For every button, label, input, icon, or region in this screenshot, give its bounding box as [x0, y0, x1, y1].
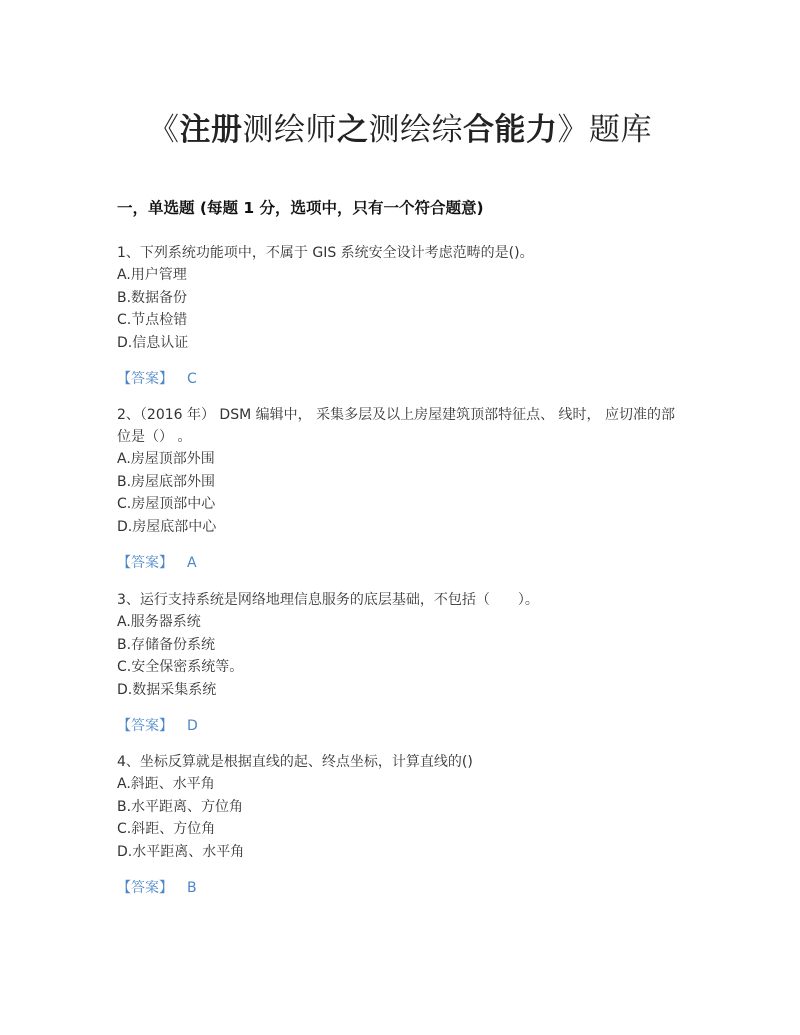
section-heading: 一，单选题 (每题 1 分，选项中，只有一个符合题意)	[117, 199, 484, 217]
question-4	[117, 751, 677, 899]
answer-line	[117, 715, 677, 737]
option-c: C.房屋顶部中心	[117, 496, 216, 512]
option-d: D.信息认证	[117, 334, 189, 351]
question-stem: 2、（2016 年） DSM 编辑中， 采集多层及以上房屋建筑顶部特征点、 线时， 应切准的部位是（） 。	[117, 407, 675, 445]
title-part: 之	[337, 112, 369, 148]
answer-value: D	[187, 718, 198, 734]
option-a: A.房屋顶部外围	[117, 451, 215, 467]
option-d: D.房屋底部中心	[117, 518, 217, 535]
option-a: A.斜距、水平角	[117, 776, 215, 792]
question-2	[117, 404, 677, 574]
answer-label: 【答案】	[117, 880, 173, 896]
option-c: C.节点检错	[117, 312, 188, 328]
option-a: A.用户管理	[117, 267, 187, 283]
answer-line	[117, 877, 677, 899]
option-b: B.数据备份	[117, 289, 188, 306]
question-3	[117, 589, 677, 737]
option-d: D.水平距离、水平角	[117, 843, 245, 860]
answer-line	[117, 552, 677, 574]
option-c: C.安全保密系统等。	[117, 659, 244, 675]
answer-label: 【答案】	[117, 718, 173, 734]
answer-value: B	[187, 880, 197, 896]
question-stem: 4、坐标反算就是根据直线的起、终点坐标，计算直线的()	[117, 754, 473, 770]
question-stem: 1、下列系统功能项中，不属于 GIS 系统安全设计考虑范畴的是()。	[117, 245, 534, 261]
title-part: 测绘师	[242, 112, 337, 148]
answer-line	[117, 368, 677, 390]
answer-label: 【答案】	[117, 371, 173, 387]
answer-value: A	[187, 555, 197, 571]
option-d: D.数据采集系统	[117, 681, 217, 698]
question-1	[117, 242, 677, 390]
page-title	[0, 108, 800, 152]
option-b: B.存储备份系统	[117, 636, 216, 653]
answer-label: 【答案】	[117, 555, 173, 571]
title-part: 注册	[179, 112, 243, 148]
title-part: 合能力	[463, 112, 558, 148]
option-c: C.斜距、方位角	[117, 821, 216, 837]
option-a: A.服务器系统	[117, 614, 201, 630]
answer-value: C	[187, 371, 197, 387]
title-part: 》题库	[557, 112, 652, 148]
question-stem: 3、运行支持系统是网络地理信息服务的底层基础，不包括（ ）。	[117, 592, 539, 608]
title-part: 《	[148, 112, 180, 148]
option-b: B.水平距离、方位角	[117, 798, 244, 815]
title-part: 测绘综	[368, 112, 463, 148]
option-b: B.房屋底部外围	[117, 473, 216, 490]
